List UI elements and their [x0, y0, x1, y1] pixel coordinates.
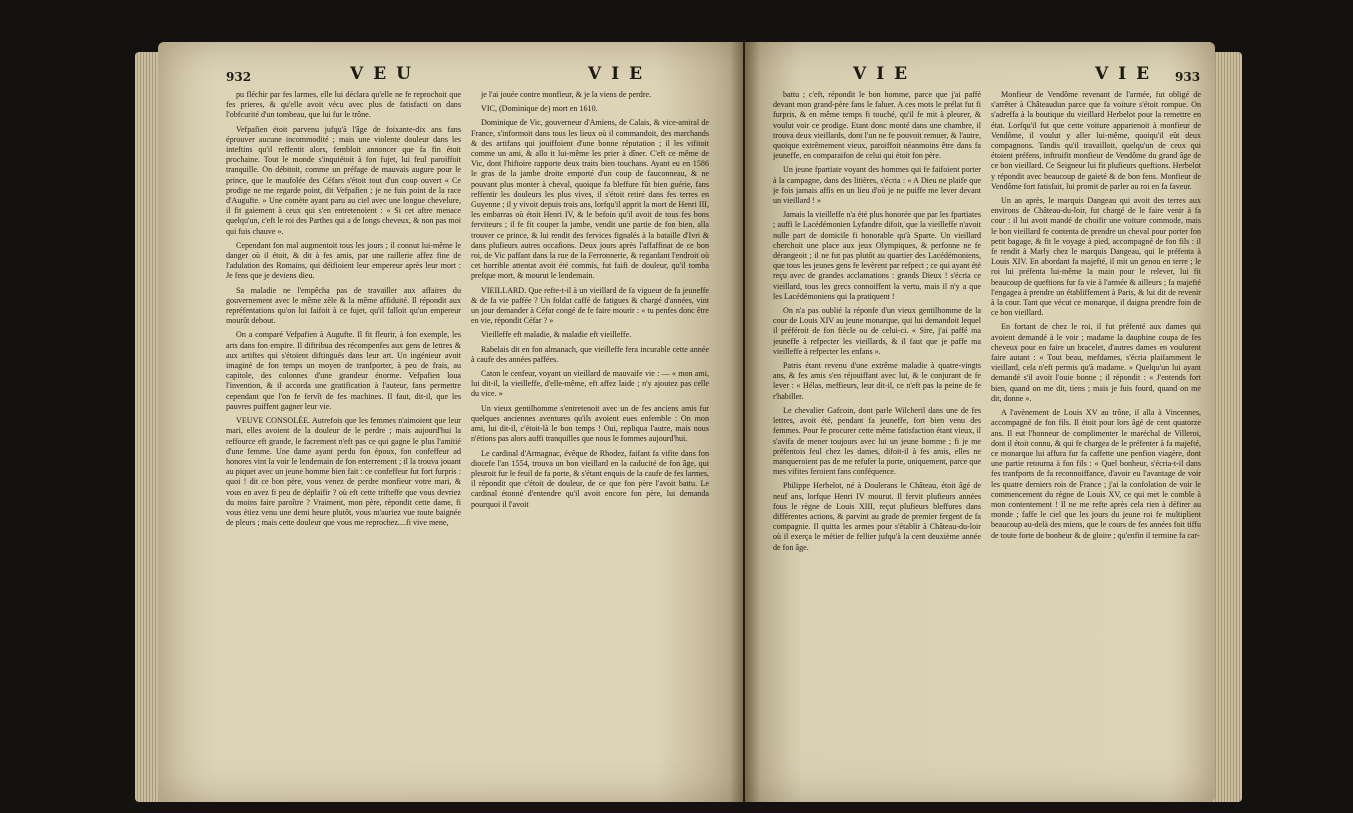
left-running-head: VEU	[350, 64, 421, 84]
paragraph: je l'ai jouée contre monfieur, & je la viens de perdre.	[481, 90, 652, 99]
paragraph: On a comparé Vefpafien à Augufte. Il fit fleurir, à fon exemple, les arts dans fon empire. Il diftribua des récompenfes aux gens de lettres & aux artiftes qui s'étoient diftingués dans leur art. Un ingénieur avoit imaginé de fon temps un moyen de tranfporter, à peu de frais, au capitole, des colonnes d'une grandeur énorme. Vefpafien loua l'invention, & il accorda une gratification à l'auteur, fans permettre cependant que l'on fe fervît de fes machines. Il faut, dit-il, que les pauvres puiffent gagner leur vie.	[226, 330, 461, 411]
paragraph: VIC, (Dominique de) mort en 1610.	[481, 104, 598, 114]
paragraph: Le cardinal d'Armagnac, évêque de Rhodez, faifant fa vifite dans fon diocefe l'an 1554, trouva un bon vieillard en la caducité de fon âge, qui pleuroit fur le feuil de fa porte, & s'étant enquis de la caufe de fes larmes, il répondit que c'étoit de douleur, de ce que fon père l'avoit battu. Le cardinal étonné d'entendre qu'il avoit encore fon père, lui demanda pourquoi il l'avoit	[471, 448, 709, 509]
right-running-head: VIE	[1095, 64, 1160, 84]
paragraph: pu fléchir par fes larmes, elle lui déclara qu'elle ne fe reprochoit que fes prieres, & qu'elle avoit vécu avec plus de fatisfacti on dans l'obfcurité d'un tombeau, que lui fur le trône.	[226, 90, 461, 120]
left-page	[158, 42, 743, 802]
paragraph: Dominique de Vic, gouverneur d'Amiens, de Calais, & vice-amiral de France, s'informoit dans tous les lieux où il commandoit, des marchands & des artifans qui jouiffoient d'une bonne réputation ; il les vifitoit comme un ami, & allo it lui-même les prier à dîner. C'eft ce même de Vic, dont l'hiftoire rapporte deux traits bien touchans. Ayant eu en 1586 le gras de la jambe droite emporté d'un coup de fauconneau, & ne pouvant plus monter à cheval, quoique fa bleffure fût bien guérie, fans reffentir les douleurs les plus vives, il s'étoit retiré dans fes terres en Guyenne ; il y vivoit depuis trois ans, lorfqu'il apprit la mort de Henri III, les embarras où étoit Henri IV, & le befoin qu'il avoit de tous fes bons ferviteurs ; il fe fit couper la jambe, vendit une partie de fon bien, alla trouver ce prince, & lui rendit des fervices fignalés à la bataille d'Ivri & dans plufieurs autres occafions. Deux jours après l'affaffinat de ce bon roi, de Vic paffant dans la rue de la Ferronnerie, & regardant l'endroit où cet horrible attentat avoit été commis, fut faifi de douleur, qu'il tomba prefque mort, & mourut le lendemain.	[471, 118, 709, 281]
paragraph: VEUVE CONSOLÉE. Autrefois que les femmes n'aimoient que leur mari, elles avoient de la douleur de le perdre ; mais aujourd'hui la reffource eft grande, le facrement n'eft pas ce qui gagne le plus l'amitié d'une femme. Une dame ayant perdu fon époux, fon confeffeur ad honores vint la voir le lendemain de fon enterrement ; il la trouva jouant au piquet avec un jeune homme bien fait : ce confeffeur fut fort furpris : quoi ! dit ce bon père, vous venez de perdre monfieur votre mari, & vous en avez fi peu de déplaifir ? où eft cette trifteffe que vous devriez du moins faire paroître ? Vraiment, mon père, répondit cette dame, fi vous étiez venu une demi heure plutôt, vous m'auriez vue toute baignée de pleurs ; mais cette douleur que vous me reprochez....fi vive mene,	[226, 416, 461, 528]
paragraph: Un vieux gentilhomme s'entretenoit avec un de fes anciens amis fur quelques anciennes aventures qu'ils avoient eues enfemble : On mon ami, lui dit-il, c'étoit-là le bon temps ! Oui, repliqua l'autre, mais nous n'étions pas alors auffi tranquilles que nous le fommes aujourd'hui.	[471, 403, 709, 444]
left-page-column-1	[226, 90, 461, 795]
left-page-number: 932	[226, 70, 252, 84]
book-spine	[730, 42, 760, 802]
paragraph: On n'a pas oublié la réponfe d'un vieux gentilhomme de la cour de Louis XIV au jeune monarque, qui lui demandoit lequel il préféroit de fon fiècle ou de celui-ci. « Sire, j'ai paffé ma jeuneffe à refpecter les vieillards, & il faut que je paffe ma vieilleffe à refpecter les enfans ».	[773, 306, 981, 356]
paragraph: Philippe Herbelot, né à Doulerans le Château, étoit âgé de neuf ans, lorfque Henri IV mourut. Il fervit plufieurs années fous le règne de Louis XIII, reçut plufieurs bleffures dans différentes actions, & parvint au grade de premier fergent de fa compagnie. Il quitta les armes pour s'établir à Château-du-loir où il exerça le métier de fellier jufqu'à la cent deuxième année de fon âge.	[773, 481, 981, 552]
paragraph: Un jeune fpartiate voyant des hommes qui fe faifoient porter à la campagne, dans des litières, s'écria : « A Dieu ne plaife que je fois jamais affis en un lieu d'où je ne puiffe me lever devant un vieillard ! »	[773, 165, 981, 206]
right-page-column-2	[991, 90, 1201, 795]
paragraph: Un an après, le marquis Dangeau qui avoit des terres aux environs de Château-du-loir, fut chargé de le faire venir à fa cour : il lui avoit mandé de choifir une voiture commode, mais le bon vieillard fe contenta de prendre un cheval pour porter fon petit bagage, & fit le voyage à pied, accompagné de fon fils : il fe rendit à Marly chez le marquis Dangeau, qui le préfenta à Louis XIV. En abordant fa majefté, il mit un genou en terre ; le roi lui préfenta lui-même la main pour le relever, lui fit beaucoup de queftions fur fa vie à l'armée & ailleurs ; fa majefté l'engagea à prendre un établiffement à Paris, & lui dit de revenir à la cour. Tant que vécut ce monarque, il daigna prendre foin de ce bon vieillard.	[991, 196, 1201, 318]
left-page-column-2	[471, 90, 709, 795]
open-book	[40, 12, 1330, 807]
paragraph: Monfieur de Vendôme revenant de l'armée, fut obligé de s'arrêter à Châteaudun parce que fa voiture s'étoit rompue. On s'adreffa à la boutique du vieillard Herbelot pour la remettre en état. Lorfqu'il fut que cette voiture appartenoit à monfieur de Vendôme, il voulut y aller lui-même, quoiqu'il eût deux compagnons. Tandis qu'il travailloit, quelqu'un de ceux qui étoient préfens, inftruifit monfieur de Vendôme du grand âge de ce bon vieillard. Ce Seigneur lui fit plufieurs queftions. Herbelot y répondit avec beaucoup de gaieté & de bon fens. Monfieur de Vendôme fort fatisfait, lui promit de parler au roi en fa faveur.	[991, 90, 1201, 191]
paragraph: A l'avènement de Louis XV au trône, il alla à Vincennes, accompagné de fon fils. Il étoit pour lors âgé de cent quatorze ans. Il eut l'honneur de complimenter le maréchal de Villeroi, dont il étoit connu, & qui fe chargea de le préfenter à fa majefté, ce monarque lui affura fur fa caffette une penfion viagère, dont une partie retourna à fon fils : « Quel bonheur, s'écria-t-il dans fes tranfports de fa reconnoiffance, d'avoir eu l'avantage de voir les quatre derniers rois de France ; j'ai la confolation de voir le commencement du règne de Louis XV, ce qui met le comble à mon contentement ! Il ne me refte après cela rien à défirer au monde ; faffe le ciel que les jours du jeune roi fe multiplient beaucoup au-delà des miens, que le cours de fes années foit tiffu de toute forte de bonheur & de gloire ; qu'enfin il termine fa car-	[991, 408, 1201, 540]
paragraph: Caton le cenfeur, voyant un vieillard de mauvaife vie : — « mon ami, lui dit-il, la vieilleffe, d'elle-même, eft affez laide ; n'y ajoutez pas celle du vice. »	[471, 369, 709, 399]
paragraph: Patris étant revenu d'une extrême maladie à quatre-vingts ans, & fes amis s'en réjouiffant avec lui, & le conjurant de fe lever : « Hélas, meffieurs, leur dit-il, ce n'eft pas la peine de fe r'habiller.	[773, 361, 981, 401]
paragraph: Vieilleffe eft maladie, & maladie eft vieilleffe.	[481, 330, 632, 340]
right-running-head-left: VIE	[853, 64, 918, 84]
paragraph: Sa maladie ne l'empêcha pas de travailler aux affaires du gouvernement avec le même zèle & la même affiduité. Il répondit aux repréfentations qu'on lui faifoit à ce fujet, qu'il falloit qu'un empereur mourût debout.	[226, 285, 461, 326]
left-running-head-right: VIE	[588, 64, 653, 84]
paragraph: En fortant de chez le roi, il fut préfenté aux dames qui avoient demandé à le voir ; madame la dauphine coupa de fes cheveux pour en faire un bracelet, d'autres dames en voulurent faire autant : « Tout beau, mefdames, s'écria plaifamment le vieillard, cela n'eft permis qu'à madame. » Quelqu'un lui ayant demandé s'il avoit l'ouie bonne ; il répondit : « J'entends fort bien, quand on me dit, tiens ; mais je fuis fourd, quand on me dit, donne ».	[991, 322, 1201, 403]
right-page-column-1	[773, 90, 981, 795]
paragraph: battu ; c'eft, répondit le bon homme, parce que j'ai paffé devant mon grand-père fans le faluer. A ces mots le prélat fut fi furpris, & en même temps fi touché, qu'il fe mit à pleurer, & voulut voir ce prodige. Etant donc monté dans une chambre, il trouva deux vieillards, dont l'un ne fe pouvoit remuer, & l'autre, quoique extrêmement vieux, paroiffoit néanmoins être dans fa jeuneffe, en comparaifon de celui qui étoit fon père.	[773, 90, 981, 161]
right-page-number: 933	[1175, 70, 1201, 84]
paragraph: Rabelais dit en fon almanach, que vieilleffe fera incurable cette année à caufe des années paffées.	[471, 344, 709, 364]
right-page	[745, 42, 1215, 802]
paragraph: Le chevalier Gafcoin, dont parle Wilcheril dans une de fes lettres, avoit été, pendant fa jeuneffe, fort bien venu des femmes. Pour fe procurer cette même fatisfaction étant vieux, il s'avifa de mener toujours avec lui un jeune homme ; fi je me préfentois feul chez les dames, difoit-il à fes amis, elles ne manqueroient pas de me refufer la porte, uniquement, parce que mes vifites feroient fans conféquence.	[773, 405, 981, 477]
paragraph: Cependant fon mal augmentoit tous les jours ; il connut lui-même le danger où il étoit, & dit à fes amis, par une raillerie affez fine de l'adulation des Romains, qui déifioient leur empereur après leur mort : Je fens que je deviens dieu.	[226, 240, 461, 281]
paragraph: VIEILLARD. Que refte-t-il à un vieillard de fa vigueur de fa jeuneffe & de fa vie paffée ? Un foldat caffé de fatigues & chargé d'années, vint un jour demander à Céfar congé de fe faire mourir : « tu penfes donc être en vie, répondit Céfar ? »	[471, 285, 709, 326]
paragraph: Vefpafien étoit parvenu jufqu'à l'âge de foixante-dix ans fans éprouver aucune incommodité ; mais une violente douleur dans les inteftins qu'il reffentit alors, fembloit annoncer que fa fin étoit prochaine. Tout le monde s'inquiétoit à fon fujet, lui feul paroiffoit tranquille. On débitoit, comme un préfage de mauvais augure pour le prince, que le maufolée des Céfars s'étoit tout d'un coup ouvert « Ce prodige ne me regarde point, dit Vefpafien ; je ne fuis point de la race d'Augufte. » Une comète ayant paru au ciel avec une longue chevelure, il fit gaiement à ceux qui s'en entretenoient : « Si cet aftre menace quelqu'un, c'eft le roi des Parthes qui a de longs cheveux, & non pas moi qui fuis chauve ».	[226, 124, 461, 236]
paragraph: Jamais la vieilleffe n'a été plus honorée que par les fpartiates ; auffi le Lacédémonien Lyfandre difoit, que la vieilleffe n'avoit nulle part de domicile fi honorable qu'à Sparte. Un vieillard cherchoit une place aux jeux Olympiques, & perfonne ne fe dérangeoit ; il ne fut pas plutôt au quartier des Lacédémoniens, que tous les jeunes gens fe levèrent par refpect ; ce qui ayant été reçu avec de grandes acclamations : grands Dieux ! s'écria ce vieillard, tous les grecs connoiffent la vertu, mais il n'y a que les Lacédémoniens qui la pratiquent !	[773, 210, 981, 301]
